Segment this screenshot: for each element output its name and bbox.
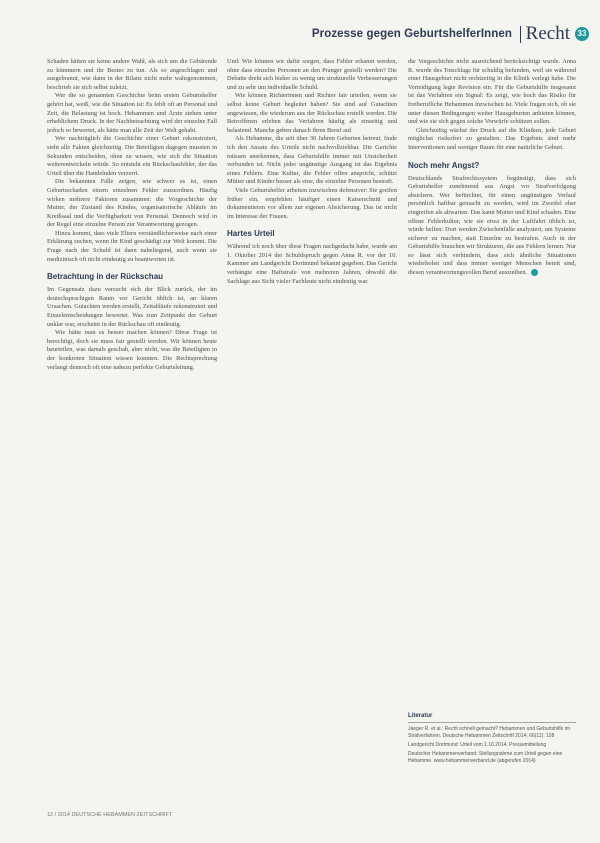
paragraph [408,175,576,278]
text-column-3 [408,58,576,278]
paragraph: Hinzu kommt, dass viele Eltern verständlicherweise nach einer Erklärung suchen, wenn ihr Kind geschädigt zur Welt kommt. Die Frage nach der Schuld ist dann naheliegend, auch wenn sie medizinisch oft nicht eindeutig zu beantworten ist. [47,229,217,263]
subheading: Betrachtung in der Rückschau [47,272,164,282]
text-column-2 [227,58,397,286]
literature-box [408,713,576,767]
page-number-badge: 33 [575,27,589,41]
paragraph: Schaden hätten sie keine andere Wahl, als sich um die Gebärende zu kümmern und ihr Bestes zu tun. Als so angeschlagen und ausgebrannt, wie dann in der Bilanz nicht mehr wahrgenommen, beschrieb sie sich selbst zuletzt. [47,58,217,91]
section-label: Recht [525,23,570,44]
paragraph: Und: Wie können wir dafür sorgen, dass Fehler erkannt werden, ohne dass einzelne Personen an den Pranger gestellt werden? Die Debatte dreht sich bisher zu wenig um strukturelle Verbesserungen und zu sehr um individuelle Schuld. [227,58,397,91]
paragraph: Wie hätte man es besser machen können? Diese Frage ist berechtigt, doch sie muss fair gestellt werden. Wir können heute beurteilen, was damals geschah, aber nicht, was die Beteiligten in der konkreten Situation wissen konnten. Die Rechtsprechung verlangt dennoch oft eine nahezu perfekte Geburtsleitung. [47,329,217,371]
paragraph: Wer die so genannten Geschichte beim ersten Geburtshelfer gehört hat, weiß, wie die Situation ist: Es fehlt oft an Personal und Zeit, die Belastung ist hoch. Hebammen und Ärzte stehen unter erheblichem Druck. In der Nachbetrachtung wird der einzelne Fall jedoch so bewertet, als hätte man alle Zeit der Welt gehabt. [47,92,217,134]
page-header [0,22,600,46]
paragraph: Als Hebamme, die seit über 30 Jahren Geburten betreut, finde ich den Ansatz des Urteils nicht nachvollziehbar. Die Gerichte müssen anerkennen, dass Geburtshilfe immer mit Unsicherheit verbunden ist. Nicht jeder ungünstige Ausgang ist das Ergebnis eines Fehlers. Eine Kultur, die Fehler offen anspricht, schützt Mütter und Kinder besser als eine, die einzelne Personen bestraft. [227,135,397,186]
subheading: Noch mehr Angst? [408,160,480,170]
end-of-article-icon [531,269,538,276]
paragraph: Viele Geburtshelfer arbeiten inzwischen defensiver: Sie greifen früher ein, empfehlen häufiger einen Kaiserschnitt und dokumentieren vor allem zur eigenen Absicherung. Das ist nicht im Interesse der Frauen. [227,186,397,220]
paragraph-text: Deutschlands Strafrechtssystem begünstigt, dass sich Geburtshelfer zunehmend aus Angst vor Strafverfolgung absichern. Wer befürchtet, für einen ungünstigen Verlauf persönlich haftbar gemacht zu werden, wird im Zweifel eher eingreifen als abwarten. Das kann Mutter und Kind schaden. Eine offene Fehlerkultur, wie sie etwa in der Luftfahrt üblich ist, würde helfen: Dort werden Zwischenfälle analysiert, um Systeme sicherer zu machen, statt Einzelne zu bestrafen. Auch in der Geburtshilfe brauchen wir Strukturen, die aus Fehlern lernen. Nur so lässt sich verhindern, dass sich ähnliche Situationen wiederholen und dass immer weniger Menschen bereit sind, diesen verantwortungsvollen Beruf auszuüben. [408,174,576,277]
literature-entry: Deutscher Hebammenverband: Stellungnahme zum Urteil gegen eine Hebamme. www.hebammenverband.de (abgerufen 2014) [408,751,563,764]
paragraph: Wie können Richterinnen und Richter fair urteilen, wenn sie selbst keine Geburt begleitet haben? Sie sind auf Gutachten angewiesen, die wiederum aus der Rückschau erstellt werden. Die Betroffenen erleben das Verfahren häufig als einseitig und belastend. Manche geben danach ihren Beruf auf. [227,92,397,134]
literature-entry: Landgericht Dortmund: Urteil vom 1.10.2014. Pressemitteilung [408,742,547,748]
paragraph: Wer nachträglich die Geschichte einer Geburt rekonstruiert, sieht alle Fakten gleichzeitig. Die Beteiligten dagegen mussten in Sekunden entscheiden, ohne zu wissen, wie sich die Situation weiterentwickeln würde. So entsteht ein Rückschaufehler, der das Urteil über die Handelnden verzerrt. [47,135,217,177]
text-column-1 [47,58,217,372]
divider [408,722,576,723]
paragraph: Im Gegensatz dazu versucht sich der Blick zurück, der im deutschsprachigen Raum vor Gericht üblich ist, an klaren Ursachen. Gutachten werden erstellt, Zeitabläufe rekonstruiert und Einzelentscheidungen bewertet. Was zum Zeitpunkt der Geburt unklar war, erscheint in der Rückschau oft eindeutig. [47,286,217,328]
literature-entry: Jaeger R. et al.: Recht schnell gemacht? Hebammen und Geburtshilfe im Strafverfahren. Deutsche Hebammen Zeitschrift 2014; 66(11): 108 [408,726,571,739]
page-footer: 12 / 2014 DEUTSCHE HEBAMMEN ZEITSCHRIFT [47,812,173,818]
literature-title: Literatur [408,713,433,719]
paragraph: Während ich noch über diese Fragen nachgedacht habe, wurde am 1. Oktober 2014 der Schuldspruch gegen Anna R. vor der 10. Kammer am Landgericht Dortmund bekannt gegeben. Das Gericht verhängte eine Haftstrafe von mehreren Jahren, obwohl die Sachlage aus Sicht vieler Fachleute nicht eindeutig war. [227,243,397,285]
header-divider [520,26,521,43]
paragraph: die Vorgeschichte nicht ausreichend berücksichtigt wurde. Anna R. wurde des Totschlags für schuldig befunden, weil sie während einer Hausgeburt nicht rechtzeitig in die Klinik verlegt habe. Die Verteidigung legte Revision ein. Für die Geburtshilfe insgesamt ist das Verfahren ein Signal: Es zeigt, wie hoch das Risiko für freiberufliche Hebammen inzwischen ist. Viele fragen sich, ob sie unter diesen Bedingungen weiter Hausgeburten anbieten können, und wie sie sich gegen solche Vorwürfe schützen sollen. [408,58,576,126]
subheading: Hartes Urteil [227,229,275,239]
paragraph: Die bekannten Fälle zeigen, wie schwer es ist, einen Geburtsschaden einem einzelnen Fehler zuzuordnen. Häufig wirken mehrere Faktoren zusammen: die Vorgeschichte der Mutter, der Zustand des Kindes, organisatorische Abläufe im Kreißsaal und die Verfügbarkeit von Personal. Dennoch wird in der Regel eine einzelne Person zur Verantwortung gezogen. [47,178,217,229]
paragraph: Gleichzeitig wächst der Druck auf die Kliniken, jede Geburt möglichst risikofrei zu gestalten. Das Ergebnis sind mehr Interventionen und weniger Raum für eine natürliche Geburt. [408,126,576,151]
running-title: Prozesse gegen GeburtshelferInnen [311,28,512,40]
